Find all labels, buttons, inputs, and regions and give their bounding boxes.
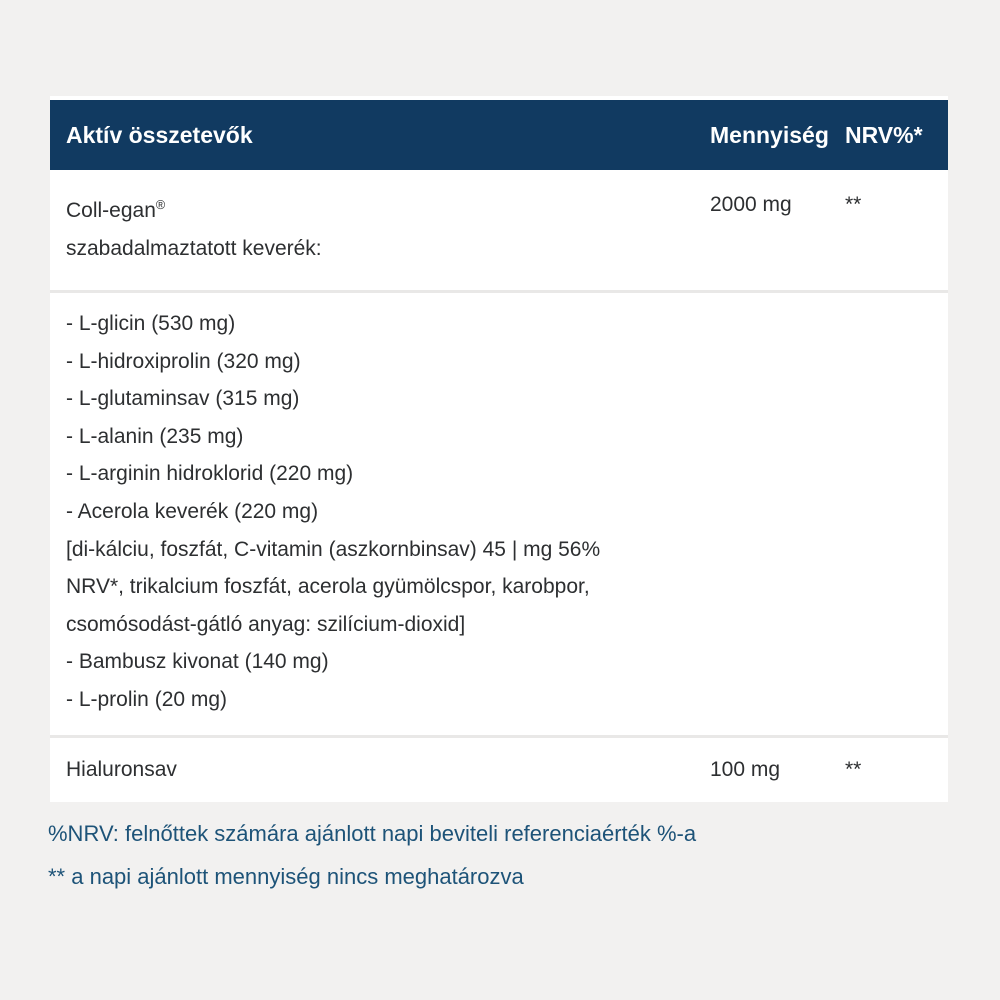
brand-subtitle: szabadalmaztatott keverék:	[66, 237, 322, 260]
quantity-cell: 2000 mg	[710, 193, 792, 216]
header-quantity-label: Mennyiség	[710, 121, 829, 148]
ingredient-name-cell	[50, 186, 710, 268]
table-header-row	[50, 100, 948, 170]
sub-ingredient-line: - L-prolin (20 mg)	[66, 687, 228, 711]
header-nrv-label: NRV%*	[845, 121, 923, 148]
sub-ingredient-line: [di-kálciu, foszfát, C-vitamin (aszkornbinsav) 45 | mg 56%	[66, 537, 601, 561]
sub-ingredient-line: - L-glutaminsav (315 mg)	[66, 387, 300, 411]
nrv-cell: **	[845, 193, 862, 216]
footnote-nrv-definition: %NRV: felnőttek számára ajánlott napi beviteli referenciaérték %-a	[48, 821, 697, 846]
ingredient-name-cell: Hialuronsav	[66, 757, 177, 781]
ingredients-table	[50, 96, 948, 802]
registered-mark: ®	[155, 198, 166, 212]
sub-ingredient-line: - Acerola keverék (220 mg)	[66, 499, 319, 523]
sub-ingredient-line: csomósodást-gátló anyag: szilícium-dioxid]	[66, 612, 466, 636]
quantity-cell: 100 mg	[710, 757, 781, 781]
nrv-cell: **	[845, 757, 862, 781]
sub-ingredient-line: - Bambusz kivonat (140 mg)	[66, 650, 329, 674]
footnotes	[48, 812, 696, 898]
footnote-double-asterisk: ** a napi ajánlott mennyiség nincs meghatározva	[48, 864, 524, 889]
header-ingredients-label: Aktív összetevők	[66, 121, 253, 148]
table-row-hialuronsav	[50, 738, 948, 802]
brand-name	[66, 186, 710, 230]
brand-text: Coll-egan	[66, 199, 156, 222]
sub-ingredient-line: - L-glicin (530 mg)	[66, 312, 236, 335]
sub-ingredient-line: - L-hidroxiprolin (320 mg)	[66, 349, 301, 373]
sub-ingredient-line: - L-alanin (235 mg)	[66, 424, 244, 448]
sub-ingredient-line: - L-arginin hidroklorid (220 mg)	[66, 462, 354, 486]
sub-ingredient-line: NRV*, trikalcium foszfát, acerola gyümölcspor, karobpor,	[66, 575, 590, 599]
table-row-collegan	[50, 170, 948, 290]
sub-ingredients-list	[50, 293, 948, 735]
